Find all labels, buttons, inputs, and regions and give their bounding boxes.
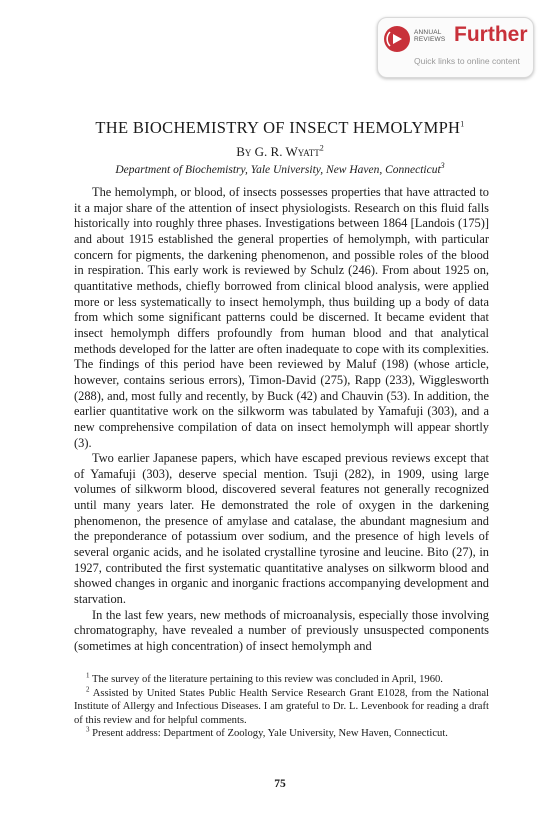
annual-reviews-wordmark: ANNUAL REVIEWS bbox=[414, 29, 446, 43]
body-paragraph: In the last few years, new methods of microanalysis, especially those involving chromatography, have revealed a number of previously unsuspected components (sometimes at high concentration) of insect hemolymph and bbox=[74, 607, 489, 654]
further-label: Further bbox=[454, 23, 528, 46]
annual-reviews-logo-icon bbox=[384, 26, 410, 52]
further-subtitle: Quick links to online content bbox=[414, 56, 520, 66]
body-paragraph: Two earlier Japanese papers, which have escaped previous reviews except that of Yamafuji (303), deserve special mention. Tsuji (282), in 1909, using large volumes of silkworm blood, discovered several features not generally recognized until many years later. He demonstrated the role of oxygen in the darkening phenomenon, the presence of amylase and catalase, the abundant magnesium and the preponderance of potassium over sodium, and the presence of high levels of several organic acids, and he isolated crystalline tyrosine and leucine. Bito (27), in 1927, contributed the first systematic quantitative analyses on silkworm blood and showed changes in organic and inorganic fractions accompanying development and starvation. bbox=[74, 451, 489, 607]
footnotes bbox=[74, 673, 489, 741]
body-paragraph: The hemolymph, or blood, of insects possesses properties that have attracted to it a major share of the attention of insect physiologists. Research on this fluid falls historically into roughly three phases. Investigations between 1864 [Landois (175)] and about 1915 established the general properties of hemolymph, with particular concern for pigments, the darkening phenomenon, and possible roles of the blood in respiration. This early work is reviewed by Schulz (246). From about 1925 on, quantitative methods, chiefly borrowed from clinical blood analysis, were applied more or less systematically to insect hemolymph, thus building up a body of data from which some significant patterns could be discerned. It became evident that insect hemolymph differs profoundly from human blood and that analytical methods developed for the latter are often inadequate to cope with its complexities. The findings of this period have been reviewed by Maluf (198) (whose article, however, contains serious errors), Timon-David (275), Rapp (233), Wigglesworth (288), and, most fully and recently, by Buck (42) and Chauvin (53). In addition, the earlier quantitative work on the silkworm was tabulated by Yamafuji (303), and a new comprehensive compilation of data on insect hemolymph will appear shortly (3). bbox=[74, 185, 489, 450]
title-footnote-mark: 1 bbox=[460, 119, 465, 129]
article-title: THE BIOCHEMISTRY OF INSECT HEMOLYMPH$^1$ bbox=[95, 118, 465, 137]
article-body bbox=[74, 185, 489, 655]
footnote: $^2$ Assisted by United States Public Health Service Research Grant E1028, from the National Institute of Allergy and Infectious Diseases. I am grateful to Dr. L. Levenbook for reading a draft of this review and for helpful comments. bbox=[74, 685, 489, 726]
footnote: $^3$ Present address: Department of Zoology, Yale University, New Haven, Connecticut. bbox=[86, 725, 448, 740]
page-number: 75 bbox=[274, 778, 286, 790]
author-affiliation: Department of Biochemistry, Yale University, New Haven, Connecticut$^3$ bbox=[115, 161, 445, 176]
footnote: $^1$ The survey of the literature pertaining to this review was concluded in April, 1960. bbox=[86, 671, 443, 685]
author-footnote-mark: 2 bbox=[319, 143, 324, 153]
author-byline: By G. R. Wyatt$^2$ bbox=[236, 143, 324, 159]
further-links-badge[interactable] bbox=[377, 17, 534, 78]
affiliation-footnote-mark: 3 bbox=[440, 161, 445, 171]
